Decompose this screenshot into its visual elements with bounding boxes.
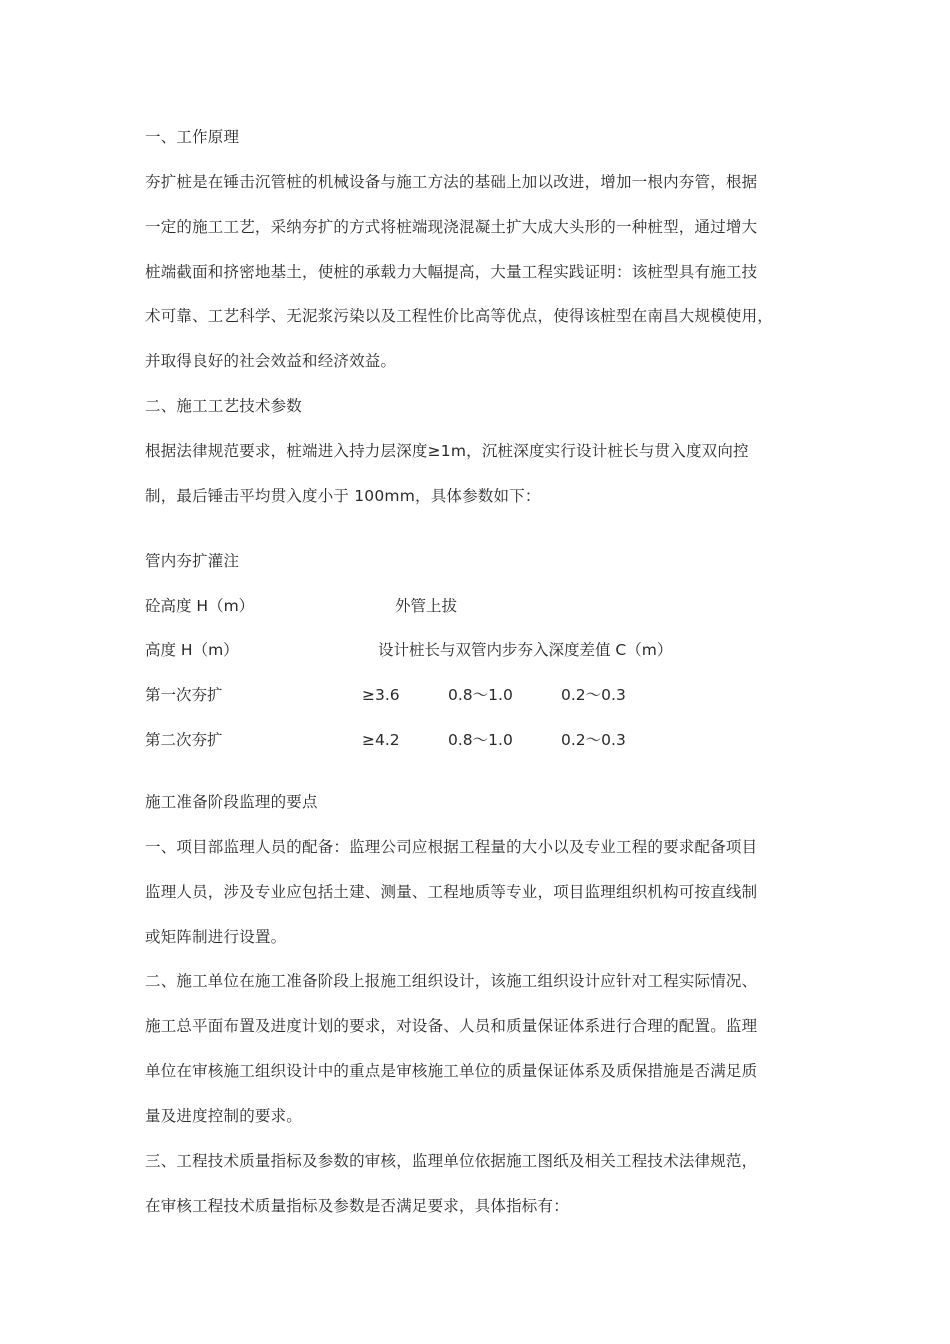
table-header-left: 砼高度 H（m） (145, 597, 255, 615)
paragraph-line: 根据法律规范要求，桩端进入持力层深度≥1m，沉桩深度实行设计桩长与贯入度双向控 (145, 442, 749, 460)
table-cell: 0.2～0.3 (561, 686, 626, 704)
table-header-right: 设计桩长与双管内步夯入深度差值 C（m） (378, 641, 673, 659)
paragraph-line: 施工总平面布置及进度计划的要求，对设备、人员和质量保证体系进行合理的配置。监理 (145, 1017, 758, 1035)
paragraph-line: 一、项目部监理人员的配备：监理公司应根据工程量的大小以及专业工程的要求配备项目 (145, 838, 758, 856)
table-row-name: 第二次夯扩 (145, 731, 223, 749)
paragraph-line: 监理人员，涉及专业应包括土建、测量、工程地质等专业，项目监理组织机构可按直线制 (145, 883, 758, 901)
table-row-name: 第一次夯扩 (145, 686, 223, 704)
table-cell: 0.8～1.0 (448, 731, 513, 749)
table-cell: 0.2～0.3 (561, 731, 626, 749)
table-cell: ≥3.6 (362, 686, 400, 704)
paragraph-line: 二、施工单位在施工准备阶段上报施工组织设计，该施工组织设计应针对工程实际情况、 (145, 972, 758, 990)
paragraph-line: 制，最后锤击平均贯入度小于 100mm，具体参数如下： (145, 487, 541, 505)
paragraph-line: 量及进度控制的要求。 (145, 1107, 303, 1125)
section1-heading: 一、工作原理 (145, 128, 240, 146)
section2-heading: 二、施工工艺技术参数 (145, 397, 303, 415)
table-title: 管内夯扩灌注 (145, 552, 240, 570)
section3-heading: 施工准备阶段监理的要点 (145, 793, 318, 811)
paragraph-line: 一定的施工工艺，采纳夯扩的方式将桩端现浇混凝土扩大成大头形的一种桩型，通过增大 (145, 218, 758, 236)
paragraph-line: 桩端截面和挤密地基土，使桩的承载力大幅提高，大量工程实践证明：该桩型具有施工技 (145, 263, 758, 281)
paragraph-line: 或矩阵制进行设置。 (145, 928, 287, 946)
table-cell: ≥4.2 (362, 731, 400, 749)
paragraph-line: 单位在审核施工组织设计中的重点是审核施工单位的质量保证体系及质保措施是否满足质 (145, 1062, 758, 1080)
table-header-left: 高度 H（m） (145, 641, 239, 659)
table-cell: 0.8～1.0 (448, 686, 513, 704)
paragraph-line: 夯扩桩是在锤击沉管桩的机械设备与施工方法的基础上加以改进，增加一根内夯管，根据 (145, 173, 758, 191)
paragraph-line: 并取得良好的社会效益和经济效益。 (145, 352, 397, 370)
paragraph-line: 三、工程技术质量指标及参数的审核，监理单位依据施工图纸及相关工程技术法律规范， (145, 1152, 758, 1170)
table-header-right: 外管上拔 (395, 597, 458, 615)
paragraph-line: 在审核工程技术质量指标及参数是否满足要求，具体指标有： (145, 1197, 569, 1215)
paragraph-line: 术可靠、工艺科学、无泥浆污染以及工程性价比高等优点，使得该桩型在南昌大规模使用， (145, 307, 774, 325)
